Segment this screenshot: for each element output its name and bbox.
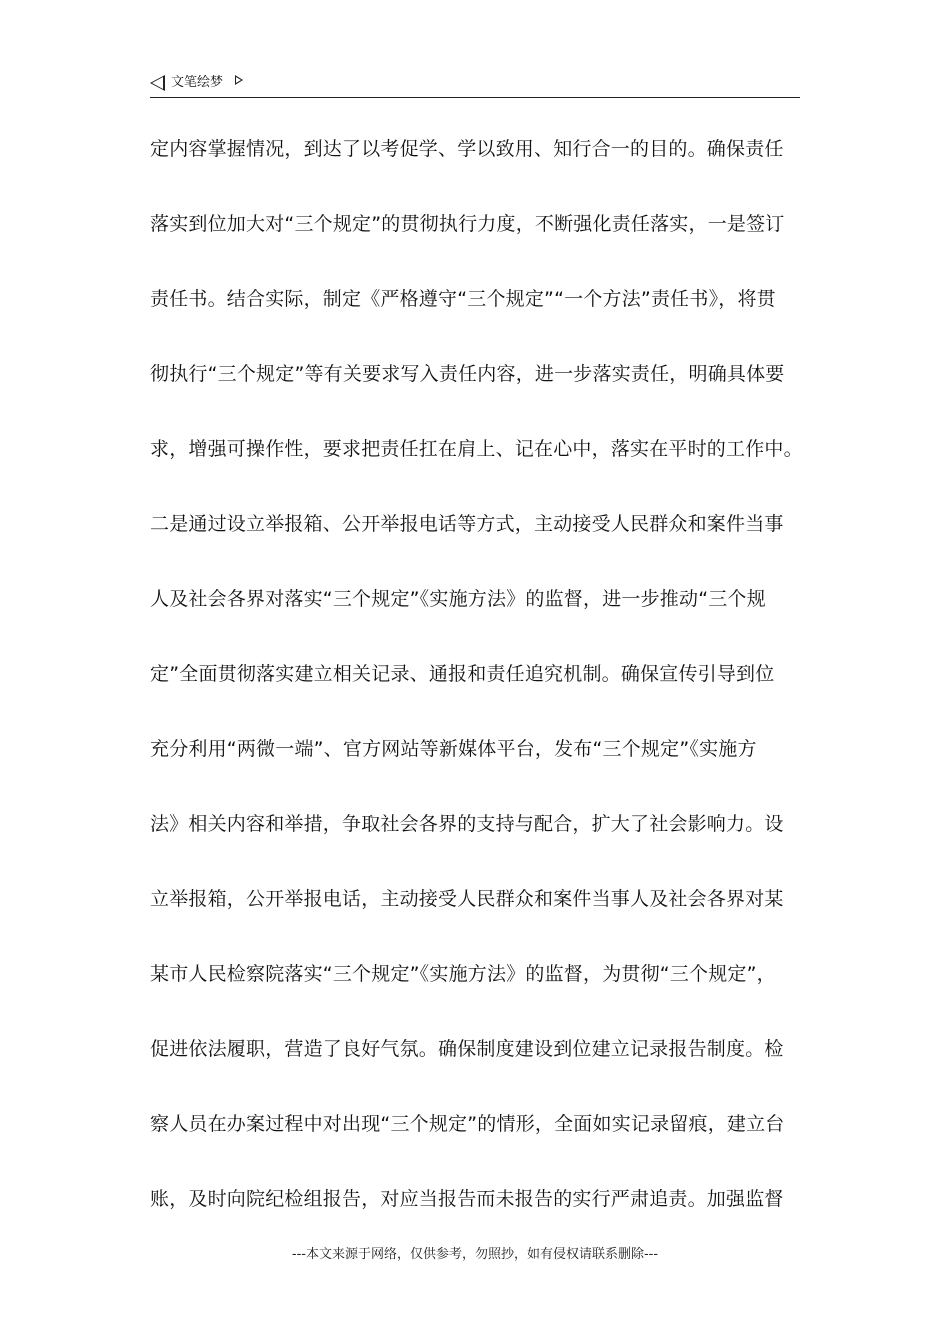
body-line: 充分利用“两微一端”、官方网站等新媒体平台，发布“三个规定”《实施方 (150, 738, 757, 760)
document-body (150, 132, 803, 1257)
body-line: 定内容掌握情况，到达了以考促学、学以致用、知行合一的目的。确保责任 (150, 138, 784, 160)
triangle-right-icon (235, 75, 243, 85)
body-line: 促进依法履职，营造了良好气氛。确保制度建设到位建立记录报告制度。检 (150, 1038, 784, 1060)
body-line: 落实到位加大对“三个规定”的贯彻执行力度，不断强化责任落实，一是签订 (150, 213, 785, 235)
page-footer: ---本文来源于网络，仅供参考，勿照抄，如有侵权请联系删除--- (291, 1247, 659, 1262)
body-line: 彻执行“三个规定”等有关要求写入责任内容，进一步落实责任，明确具体要 (150, 363, 785, 385)
page-header (150, 72, 800, 98)
header-inner (150, 74, 243, 92)
body-line: 法》相关内容和举措，争取社会各界的支持与配合，扩大了社会影响力。设 (150, 813, 784, 835)
body-line: 人及社会各界对落实“三个规定”《实施方法》的监督，进一步推动“三个规 (150, 588, 766, 610)
body-line: 某市人民检察院落实“三个规定”《实施方法》的监督，为贯彻“三个规定”， (150, 963, 776, 985)
body-line: 立举报箱，公开举报电话，主动接受人民群众和案件当事人及社会各界对某 (150, 888, 784, 910)
body-line: 察人员在办案过程中对出现“三个规定”的情形，全面如实记录留痕，建立台 (150, 1113, 785, 1135)
body-line: 账，及时向院纪检组报告，对应当报告而未报告的实行严肃追责。加强监督 (150, 1188, 784, 1210)
body-line: 责任书。结合实际，制定《严格遵守“三个规定”“一个方法”责任书》，将贯 (150, 288, 776, 310)
body-line: 求，增强可操作性，要求把责任扛在肩上、记在心中，落实在平时的工作中。 (150, 438, 803, 460)
body-line: 定”全面贯彻落实建立相关记录、通报和责任追究机制。确保宣传引导到位 (150, 663, 775, 685)
triangle-left-icon (150, 75, 165, 91)
body-line: 二是通过设立举报箱、公开举报电话等方式，主动接受人民群众和案件当事 (150, 513, 784, 535)
header-title: 文笔绘梦 (171, 75, 224, 90)
